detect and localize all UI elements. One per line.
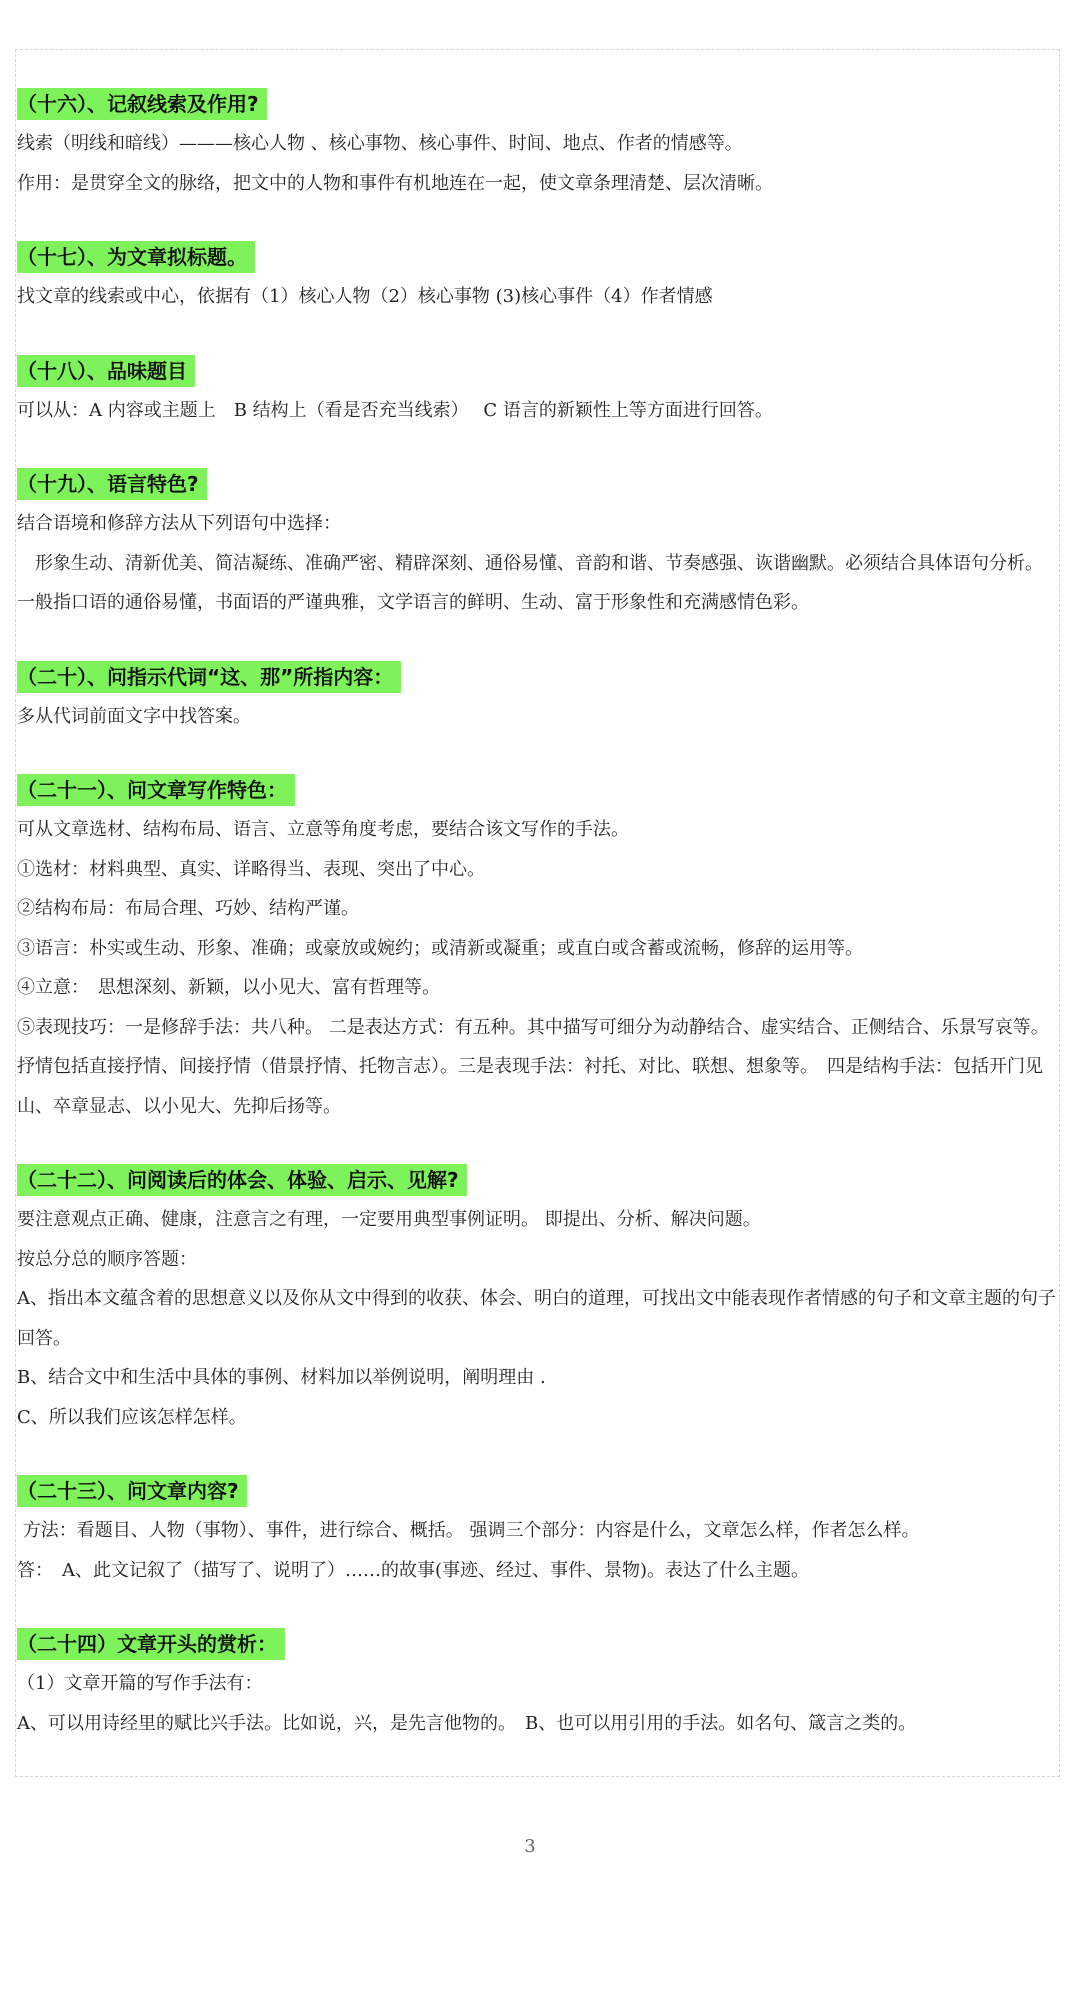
paragraph: 可以从：A 内容或主题上 B 结构上（看是否充当线索） C 语言的新颖性上等方面进行回答。 xyxy=(17,399,773,421)
section-heading: （二十四）文章开头的赏析： xyxy=(17,1628,285,1660)
section-heading: （二十一）、问文章写作特色： xyxy=(17,774,295,806)
section xyxy=(17,1628,1060,1743)
section xyxy=(17,88,1060,203)
paragraph: A、指出本文蕴含着的思想意义以及你从文中得到的收获、体会、明白的道理，可找出文中能表现作者情感的句子和文章主题的句子回答。 xyxy=(17,1288,1056,1349)
section-heading: （十七）、为文章拟标题。 xyxy=(17,241,255,273)
section-heading: （二十二）、问阅读后的体会、体验、启示、见解? xyxy=(17,1164,467,1196)
paragraph: A、可以用诗经里的赋比兴手法。比如说，兴，是先言他物的。 B、也可以用引用的手法。如名句、箴言之类的。 xyxy=(17,1712,917,1734)
section xyxy=(17,355,1060,431)
paragraph: 结合语境和修辞方法从下列语句中选择： xyxy=(17,513,341,534)
paragraph: 多从代词前面文字中找答案。 xyxy=(17,705,251,727)
section xyxy=(17,1475,1060,1590)
paragraph: （1）文章开篇的写作手法有： xyxy=(17,1673,263,1694)
paragraph: 可从文章选材、结构布局、语言、立意等角度考虑，要结合该文写作的手法。 xyxy=(17,819,629,840)
paragraph: 形象生动、清新优美、简洁凝练、准确严密、精辟深刻、通俗易懂、音韵和谐、节奏感强、诙谐幽默。必须结合具体语句分析。一般指口语的通俗易懂，书面语的严谨典雅，文学语言的鲜明、生动、富于形象性和充满感情色彩。 xyxy=(17,552,1043,613)
section-heading: （二十三）、问文章内容? xyxy=(17,1475,247,1507)
section-heading: （十六）、记叙线索及作用? xyxy=(17,88,267,120)
paragraph: 要注意观点正确、健康，注意言之有理，一定要用典型事例证明。 即提出、分析、解决问题。 xyxy=(17,1209,761,1230)
section xyxy=(17,661,1060,737)
paragraph: ⑤表现技巧：一是修辞手法：共八种。 二是表达方式：有五种。其中描写可细分为动静结合、虚实结合、正侧结合、乐景写哀等。抒情包括直接抒情、间接抒情（借景抒情、托物言志）。三是表现手法：衬托、对比、联想、想象等。 四是结构手法：包括开门见山、卒章显志、以小见大、先抑后扬等。 xyxy=(17,1016,1049,1117)
section-heading: （十八）、品味题目 xyxy=(17,355,195,387)
section xyxy=(17,774,1060,1126)
paragraph: 答： A、此文记叙了（描写了、说明了）……的故事(事迹、经过、事件、景物)。表达了什么主题。 xyxy=(17,1559,810,1581)
section-heading: （二十）、问指示代词“这、那”所指内容： xyxy=(17,661,401,693)
section xyxy=(17,468,1060,623)
section-heading: （十九）、语言特色? xyxy=(17,468,207,500)
section xyxy=(17,1164,1060,1437)
paragraph: 作用：是贯穿全文的脉络，把文中的人物和事件有机地连在一起，使文章条理清楚、层次清晰。 xyxy=(17,172,773,194)
paragraph: ①选材：材料典型、真实、详略得当、表现、突出了中心。 xyxy=(17,858,485,880)
document-content xyxy=(17,88,1060,1781)
paragraph: ④立意： 思想深刻、新颖，以小见大、富有哲理等。 xyxy=(17,977,440,998)
paragraph: ②结构布局：布局合理、巧妙、结构严谨。 xyxy=(17,898,359,919)
paragraph: 方法：看题目、人物（事物）、事件，进行综合、概括。 强调三个部分：内容是什么，文章怎么样，作者怎么样。 xyxy=(17,1520,920,1541)
page-number: 3 xyxy=(524,1836,536,1857)
paragraph: 按总分总的顺序答题： xyxy=(17,1248,197,1270)
section xyxy=(17,241,1060,317)
paragraph: 找文章的线索或中心，依据有（1）核心人物（2）核心事物 (3)核心事件（4）作者情感 xyxy=(17,286,713,307)
paragraph: 线索（明线和暗线）———核心人物 、核心事物、核心事件、时间、地点、作者的情感等。 xyxy=(17,133,743,154)
paragraph: ③语言：朴实或生动、形象、准确；或豪放或婉约；或清新或凝重；或直白或含蓄或流畅，修辞的运用等。 xyxy=(17,937,863,959)
paragraph: B、结合文中和生活中具体的事例、材料加以举例说明，阐明理由 . xyxy=(17,1367,546,1388)
paragraph: C、所以我们应该怎样怎样。 xyxy=(17,1406,247,1428)
